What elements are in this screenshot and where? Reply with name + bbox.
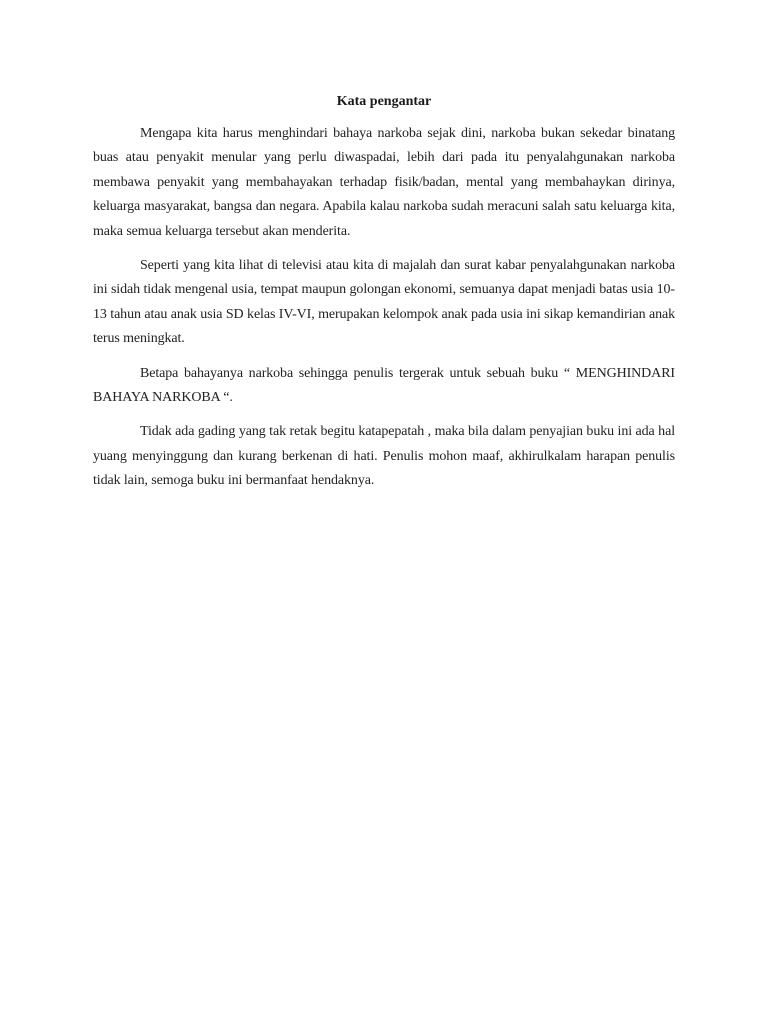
paragraph-4: Tidak ada gading yang tak retak begitu katapepatah , maka bila dalam penyajian buku ini ada hal yuang menyinggung dan kurang berkenan di hati. Penulis mohon maaf, akhirulkalam harapan penulis tidak lain, semoga buku ini bermanfaat hendaknya. <box>93 424 675 489</box>
document-title: Kata pengantar <box>336 94 432 109</box>
paragraph-2: Seperti yang kita lihat di televisi atau kita di majalah dan surat kabar penyalahgunakan narkoba ini sidah tidak mengenal usia, tempat maupun golongan ekonomi, semuanya dapat menjadi batas usia 10-13 tahun atau anak usia SD kelas IV-VI, merupakan kelompok anak pada usia ini sikap kemandirian anak terus meningkat. <box>93 258 675 347</box>
document-body <box>93 92 675 504</box>
paragraph-1: Mengapa kita harus menghindari bahaya narkoba sejak dini, narkoba bukan sekedar binatang buas atau penyakit menular yang perlu diwaspadai, lebih dari pada itu penyalahgunakan narkoba membawa penyakit yang membahayakan terhadap fisik/badan, mental yang membahaykan dirinya, keluarga masyarakat, bangsa dan negara. Apabila kalau narkoba sudah meracuni salah satu keluarga kita, maka semua keluarga tersebut akan menderita. <box>93 126 675 239</box>
paragraph-3: Betapa bahayanya narkoba sehingga penulis tergerak untuk sebuah buku “ MENGHINDARI BAHAYA NARKOBA “. <box>93 365 675 406</box>
